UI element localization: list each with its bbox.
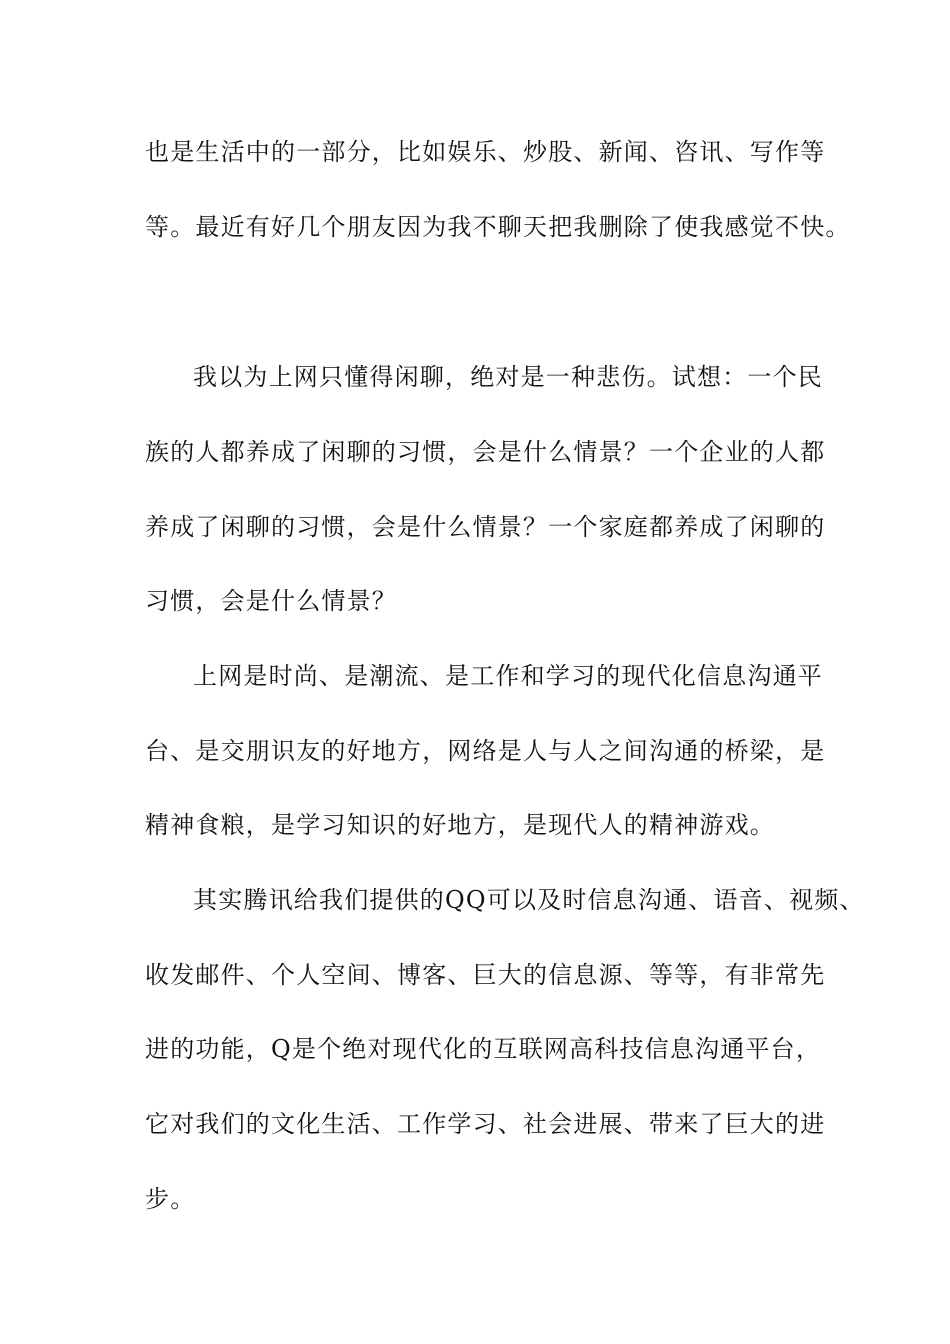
text-line: 收发邮件、个人空间、博客、巨大的信息源、等等，有非常先 — [145, 961, 826, 989]
text-line: 台、是交朋识友的好地方，网络是人与人之间沟通的桥梁，是 — [145, 737, 826, 765]
text-line: 也是生活中的一部分，比如娱乐、炒股、新闻、咨讯、写作等 — [145, 138, 826, 166]
text-line: 步。 — [145, 1185, 196, 1213]
text-line: 上网是时尚、是潮流、是工作和学习的现代化信息沟通平 — [193, 662, 823, 690]
text-line: 我以为上网只懂得闲聊，绝对是一种悲伤。试想：一个民 — [193, 363, 823, 391]
text-line: 它对我们的文化生活、工作学习、社会进展、带来了巨大的进 — [145, 1110, 826, 1138]
text-line: 进的功能，Q是个绝对现代化的互联网高科技信息沟通平台， — [145, 1035, 822, 1063]
text-line: 等。最近有好几个朋友因为我不聊天把我删除了使我感觉不快。 — [145, 213, 851, 241]
text-line: 精神食粮，是学习知识的好地方，是现代人的精神游戏。 — [145, 811, 775, 839]
text-line: 养成了闲聊的习惯，会是什么情景？一个家庭都养成了闲聊的 — [145, 513, 826, 541]
text-line: 族的人都养成了闲聊的习惯，会是什么情景？一个企业的人都 — [145, 438, 826, 466]
text-line: 其实腾讯给我们提供的QQ可以及时信息沟通、语音、视频、 — [193, 886, 865, 914]
text-line: 习惯，会是什么情景？ — [145, 587, 397, 615]
